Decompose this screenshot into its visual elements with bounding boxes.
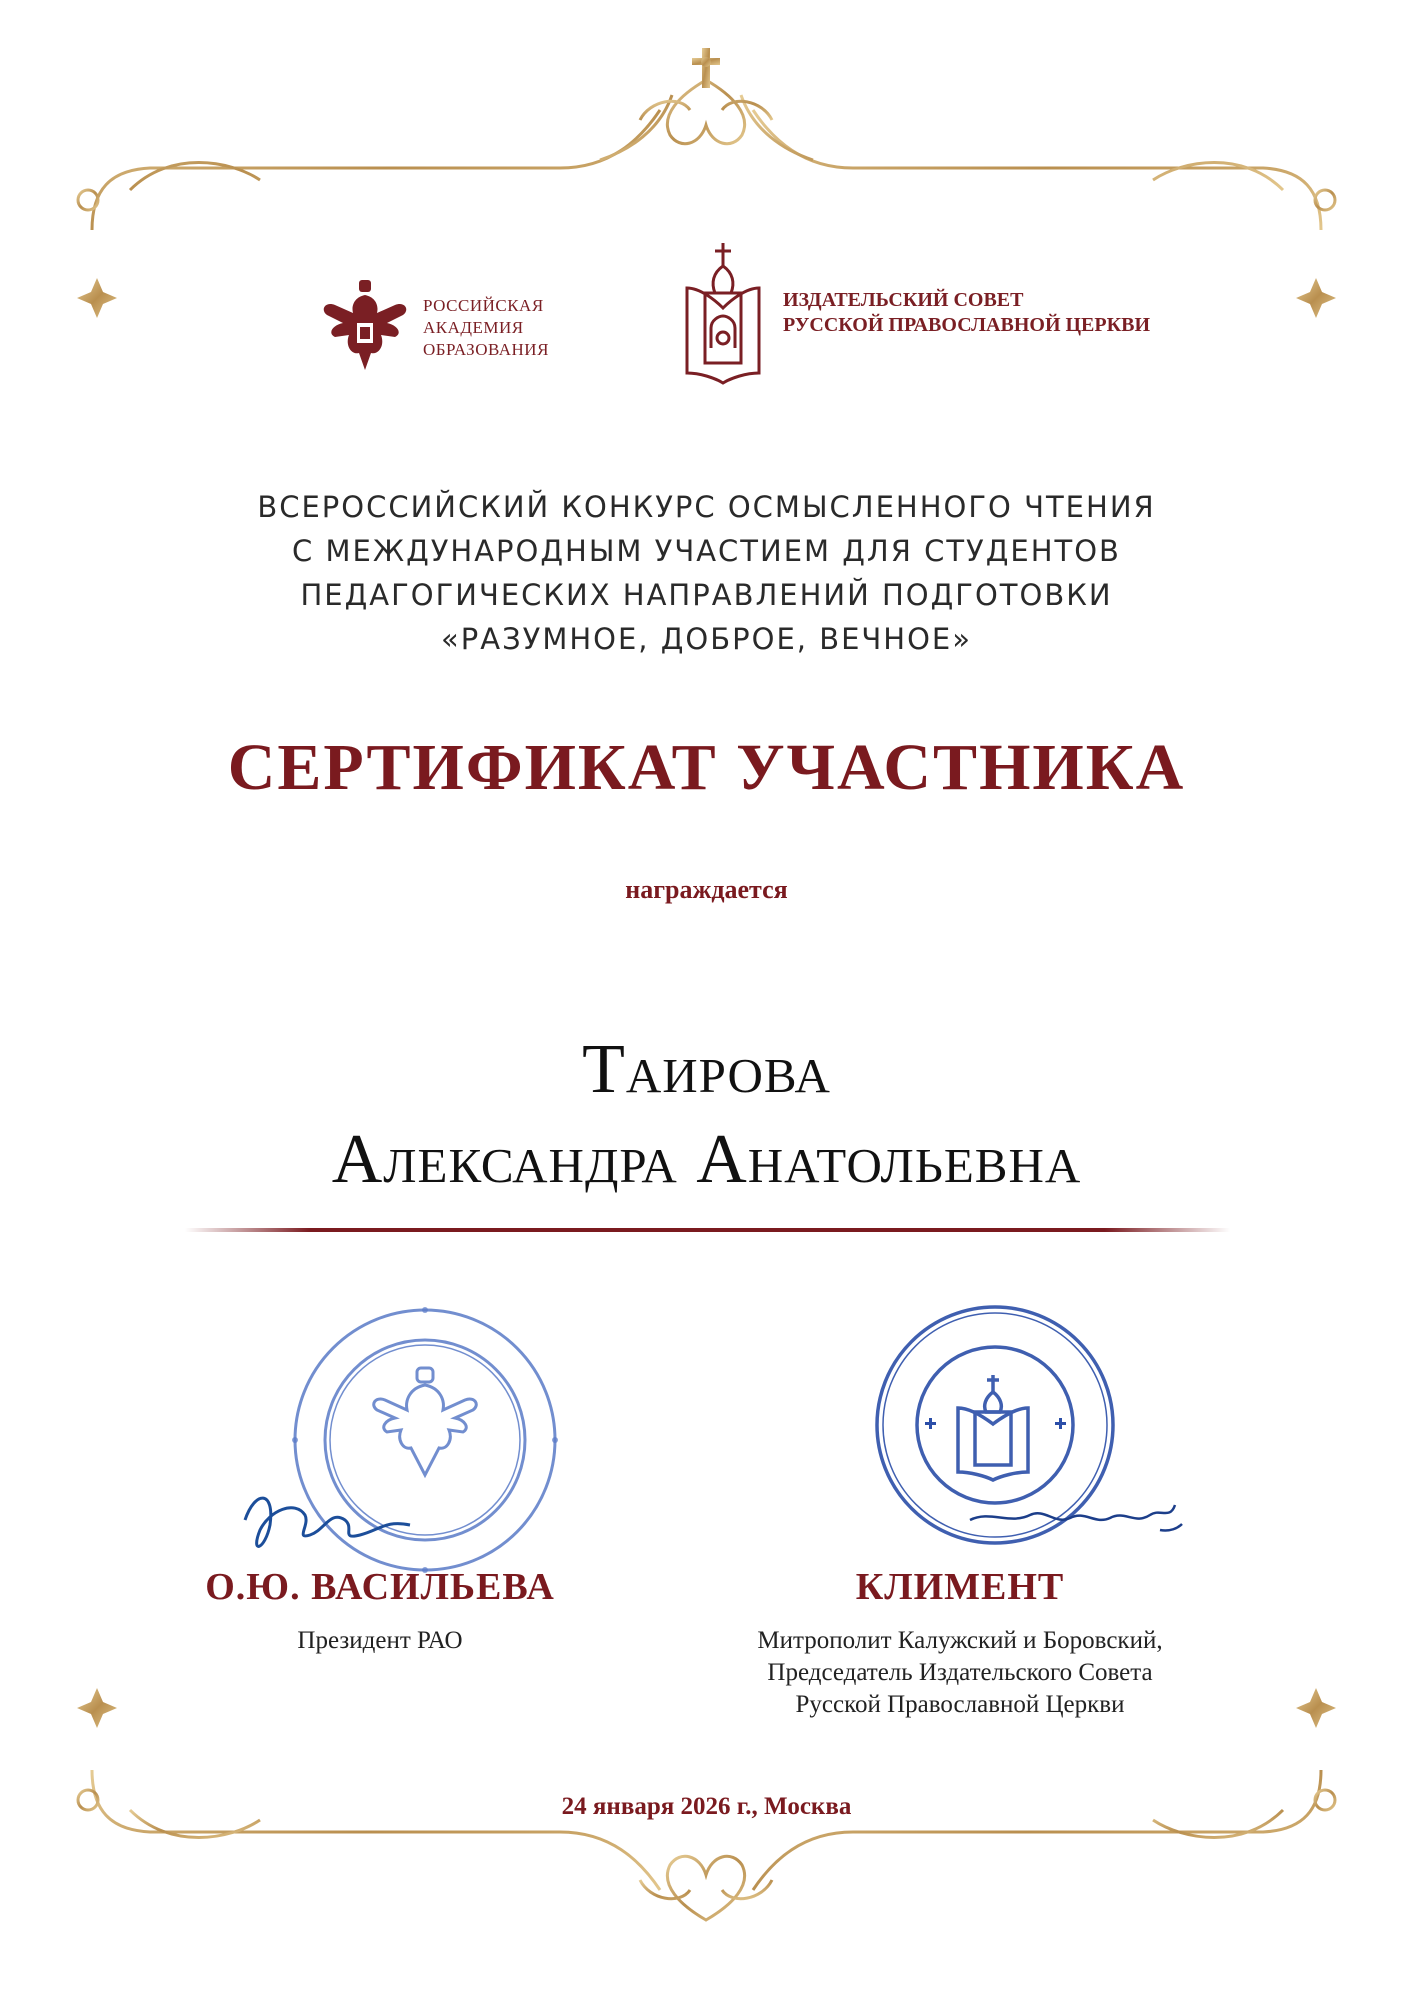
- signer-1-name: О.Ю. ВАСИЛЬЕВА: [205, 1566, 555, 1608]
- council-line-1: ИЗДАТЕЛЬСКИЙ СОВЕТ: [783, 289, 1024, 311]
- date-place: 24 января 2026 г., Москва: [561, 1793, 852, 1820]
- rao-line-1: РОССИЙСКАЯ: [423, 295, 544, 315]
- awarded-label: награждается: [625, 875, 788, 904]
- heading-line-2: С МЕЖДУНАРОДНЫМ УЧАСТИЕМ ДЛЯ СТУДЕНТОВ: [292, 534, 1121, 568]
- rao-line-2: АКАДЕМИЯ: [423, 317, 524, 337]
- heading-line-3: ПЕДАГОГИЧЕСКИХ НАПРАВЛЕНИЙ ПОДГОТОВКИ: [300, 578, 1113, 612]
- certificate-title: СЕРТИФИКАТ УЧАСТНИКА: [227, 731, 1186, 804]
- heading-line-1: ВСЕРОССИЙСКИЙ КОНКУРС ОСМЫСЛЕННОГО ЧТЕНИЯ: [257, 490, 1156, 524]
- signature-kliment-icon: [960, 1480, 1190, 1560]
- signer-1-title: [180, 1625, 580, 1657]
- signature-vasilieva-icon: [235, 1480, 455, 1570]
- church-book-icon: [685, 238, 765, 388]
- rao-logo: [315, 275, 549, 380]
- signer-2-title-line-1: Митрополит Калужский и Боровский,: [757, 1627, 1163, 1654]
- signer-2-title: [660, 1625, 1260, 1721]
- signer-2-title-line-3: Русской Православной Церкви: [795, 1691, 1125, 1718]
- heading-line-4: «РАЗУМНОЕ, ДОБРОЕ, ВЕЧНОЕ»: [441, 622, 972, 656]
- signer-2-name: КЛИМЕНТ: [855, 1566, 1065, 1608]
- publishing-council-logo: [685, 238, 1150, 388]
- council-line-2: РУССКОЙ ПРАВОСЛАВНОЙ ЦЕРКВИ: [783, 314, 1151, 336]
- double-headed-eagle-icon: [315, 275, 415, 380]
- signer-2-title-line-2: Председатель Издательского Совета: [767, 1659, 1153, 1686]
- name-underline: [185, 1228, 1230, 1232]
- recipient-given-names: Александра Анатольевна: [331, 1121, 1082, 1198]
- rao-line-3: ОБРАЗОВАНИЯ: [423, 339, 549, 359]
- contest-heading: [150, 485, 1263, 661]
- signer-1-title-line-1: Президент РАО: [297, 1627, 463, 1654]
- recipient-surname: Таирова: [582, 1031, 831, 1108]
